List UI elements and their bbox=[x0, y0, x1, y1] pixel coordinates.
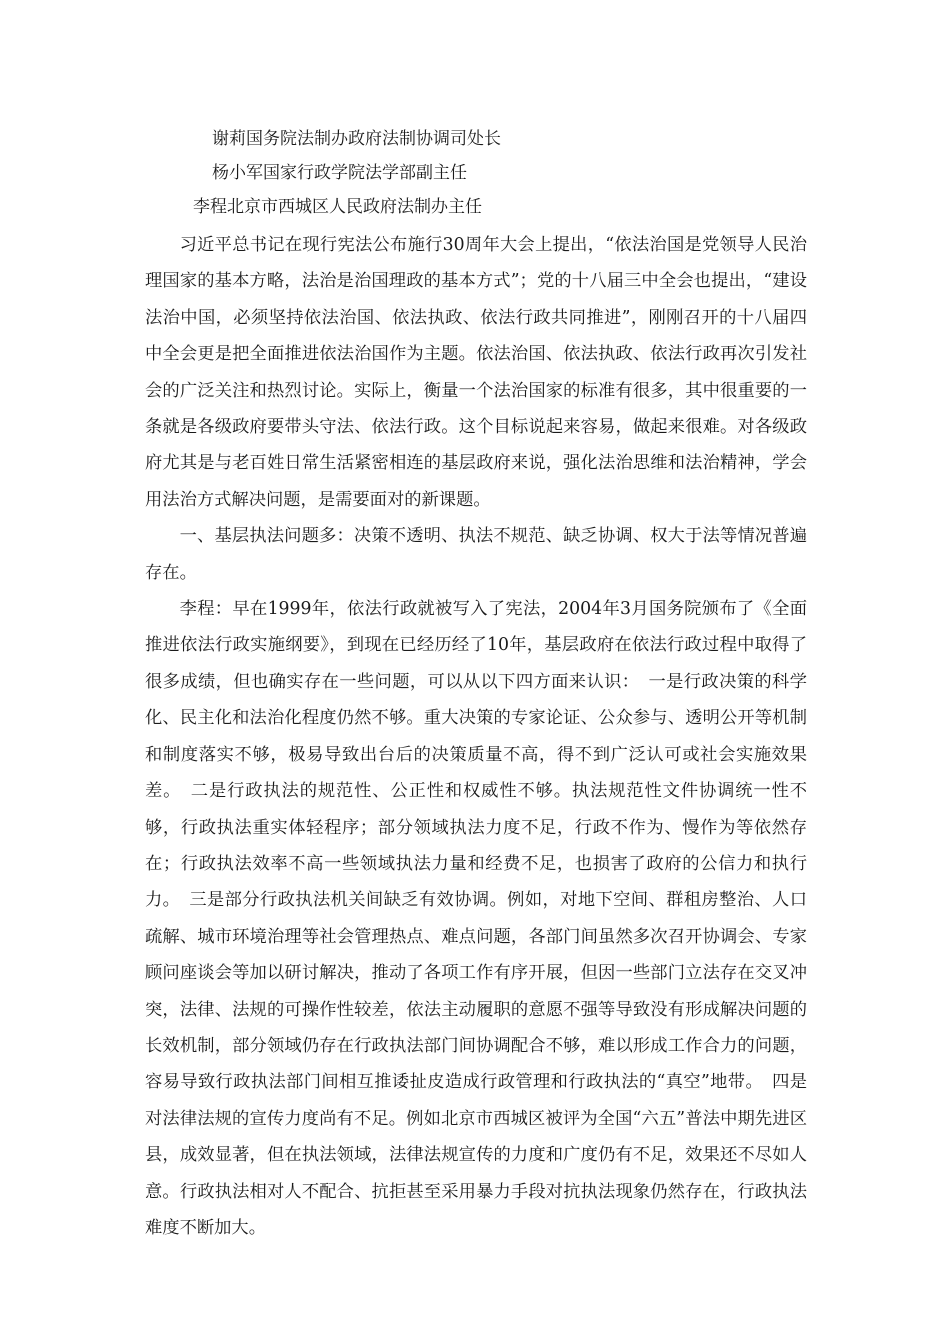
intro-paragraph: 习近平总书记在现行宪法公布施行30周年大会上提出，“依法治国是党领导人民治理国家的基本方略，法治是治国理政的基本方式”；党的十八届三中全会也提出，“建设法治中国，必须坚持依法治国、依法执政、依法行政共同推进”，刚刚召开的十八届四中全会更是把全面推进依法治国作为主题。依法治国、依法执政、依法行政再次引发社会的广泛关注和热烈讨论。实际上，衡量一个法治国家的标准有很多，其中很重要的一条就是各级政府要带头守法、依法行政。这个目标说起来容易，做起来很难。对各级政府尤其是与老百姓日常生活紧密相连的基层政府来说，强化法治思维和法治精神，学会用法治方式解决问题，是需要面对的新课题。 bbox=[145, 235, 807, 510]
participant-line: 李程北京市西城区人民政府法制办主任 bbox=[193, 197, 482, 217]
section-heading: 一、基层执法问题多：决策不透明、执法不规范、缺乏协调、权大于法等情况普遍存在。 bbox=[145, 526, 807, 583]
participant-line: 杨小军国家行政学院法学部副主任 bbox=[212, 163, 467, 183]
article-body bbox=[145, 227, 807, 1246]
participant-line: 谢莉国务院法制办政府法制协调司处长 bbox=[212, 129, 501, 149]
discussion-paragraph: 李程：早在1999年，依法行政就被写入了宪法，2004年3月国务院颁布了《全面推进依法行政实施纲要》，到现在已经历经了10年，基层政府在依法行政过程中取得了很多成绩，但也确实存在一些问题，可以从以下四方面来认识： 一是行政决策的科学化、民主化和法治化程度仍然不够。重大决策的专家论证、公众参与、透明公开等机制和制度落实不够，极易导致出台后的决策质量不高，得不到广泛认可或社会实施效果差。 二是行政执法的规范性、公正性和权威性不够。执法规范性文件协调统一性不够，行政执法重实体轻程序；部分领域执法力度不足，行政不作为、慢作为等依然存在；行政执法效率不高一些领域执法力量和经费不足，也损害了政府的公信力和执行力。 三是部分行政执法机关间缺乏有效协调。例如，对地下空间、群租房整治、人口疏解、城市环境治理等社会管理热点、难点问题，各部门间虽然多次召开协调会、专家顾问座谈会等加以研讨解决，推动了各项工作有序开展，但因一些部门立法存在交叉冲突，法律、法规的可操作性较差，依法主动履职的意愿不强等导致没有形成解决问题的长效机制，部分领域仍存在行政执法部门间协调配合不够，难以形成工作合力的问题，容易导致行政执法部门间相互推诿扯皮造成行政管理和行政执法的“真空”地带。 四是对法律法规的宣传力度尚有不足。例如北京市西城区被评为全国“六五”普法中期先进区县，成效显著，但在执法领域，法律法规宣传的力度和广度仍有不足，效果还不尽如人意。行政执法相对人不配合、抗拒甚至采用暴力手段对抗执法现象仍然存在，行政执法难度不断加大。 bbox=[145, 599, 807, 1238]
participant-list bbox=[0, 122, 950, 224]
